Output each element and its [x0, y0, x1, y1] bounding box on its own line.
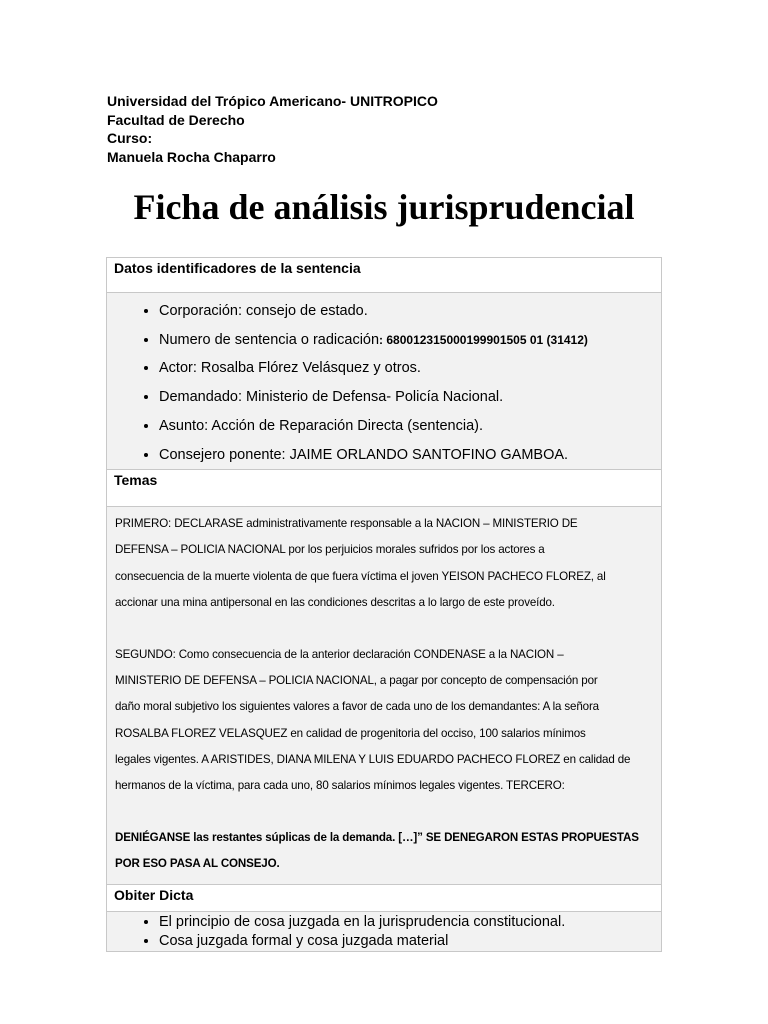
- temas-line: legales vigentes. A ARISTIDES, DIANA MILENA Y LUIS EDUARDO PACHECO FLOREZ en calidad de: [115, 752, 631, 766]
- course-label: Curso:: [107, 130, 153, 147]
- list-item: • Corporación: consejo de estado.: [159, 297, 661, 326]
- radicacion-label: Numero de sentencia o radicación: [159, 331, 380, 348]
- temas-line: hermanos de la víctima, para cada uno, 80 salarios mínimos legales vigentes. TERCERO:: [115, 779, 565, 793]
- list-item: • Asunto: Acción de Reparación Directa (sentencia).: [159, 412, 661, 441]
- datos-cell: [107, 293, 662, 470]
- datos-list: [107, 297, 661, 469]
- temas-line: accionar una mina antipersonal en las condiciones descritas a lo largo de este proveído.: [115, 595, 555, 609]
- obiter-heading: Obiter Dicta: [107, 884, 662, 911]
- faculty-name: Facultad de Derecho: [107, 111, 245, 128]
- temas-line: DEFENSA – POLICIA NACIONAL por los perjuicios morales sufridos por los actores a: [115, 543, 545, 557]
- document-header: [107, 92, 438, 167]
- temas-text: [107, 507, 661, 883]
- temas-line: DENIÉGANSE las restantes súplicas de la demanda. […]” SE DENEGARON ESTAS PROPUESTAS: [115, 831, 639, 845]
- list-item: • El principio de cosa juzgada en la jurisprudencia constitucional.: [159, 913, 661, 932]
- radicacion-value: : 680012315000199901505 01 (31412): [379, 332, 588, 347]
- temas-line: MINISTERIO DE DEFENSA – POLICIA NACIONAL, a pagar por concepto de compensación por: [115, 674, 598, 688]
- obiter-list: [107, 913, 661, 951]
- obiter-cell: [107, 911, 662, 951]
- temas-line: PRIMERO: DECLARASE administrativamente responsable a la NACION – MINISTERIO DE: [115, 517, 578, 531]
- list-item: • Consejero ponente: JAIME ORLANDO SANTOFINO GAMBOA.: [159, 441, 661, 470]
- list-item: • Demandado: Ministerio de Defensa- Policía Nacional.: [159, 383, 661, 412]
- list-item: • Actor: Rosalba Flórez Velásquez y otros.: [159, 354, 661, 383]
- temas-cell: [107, 507, 662, 884]
- temas-line: daño moral subjetivo los siguientes valores a favor de cada uno de los demandantes: A la señora: [115, 700, 599, 714]
- list-item: • Cosa juzgada formal y cosa juzgada material: [159, 932, 661, 951]
- list-item: [159, 326, 661, 355]
- temas-line: SEGUNDO: Como consecuencia de la anterior declaración CONDENASE a la NACION –: [115, 648, 564, 662]
- temas-line: consecuencia de la muerte violenta de que fuera víctima el joven YEISON PACHECO FLOREZ, al: [115, 569, 606, 583]
- temas-line: ROSALBA FLOREZ VELASQUEZ en calidad de progenitoria del occiso, 100 salarios mínimos: [115, 726, 586, 740]
- page-title: Ficha de análisis jurisprudencial: [133, 187, 635, 227]
- analysis-table: [106, 257, 662, 952]
- temas-heading: Temas: [107, 470, 662, 507]
- datos-heading: Datos identificadores de la sentencia: [107, 258, 662, 293]
- university-name: Universidad del Trópico Americano- UNITROPICO: [107, 93, 438, 109]
- temas-line: POR ESO PASA AL CONSEJO.: [115, 857, 280, 871]
- author-name: Manuela Rocha Chaparro: [107, 149, 276, 166]
